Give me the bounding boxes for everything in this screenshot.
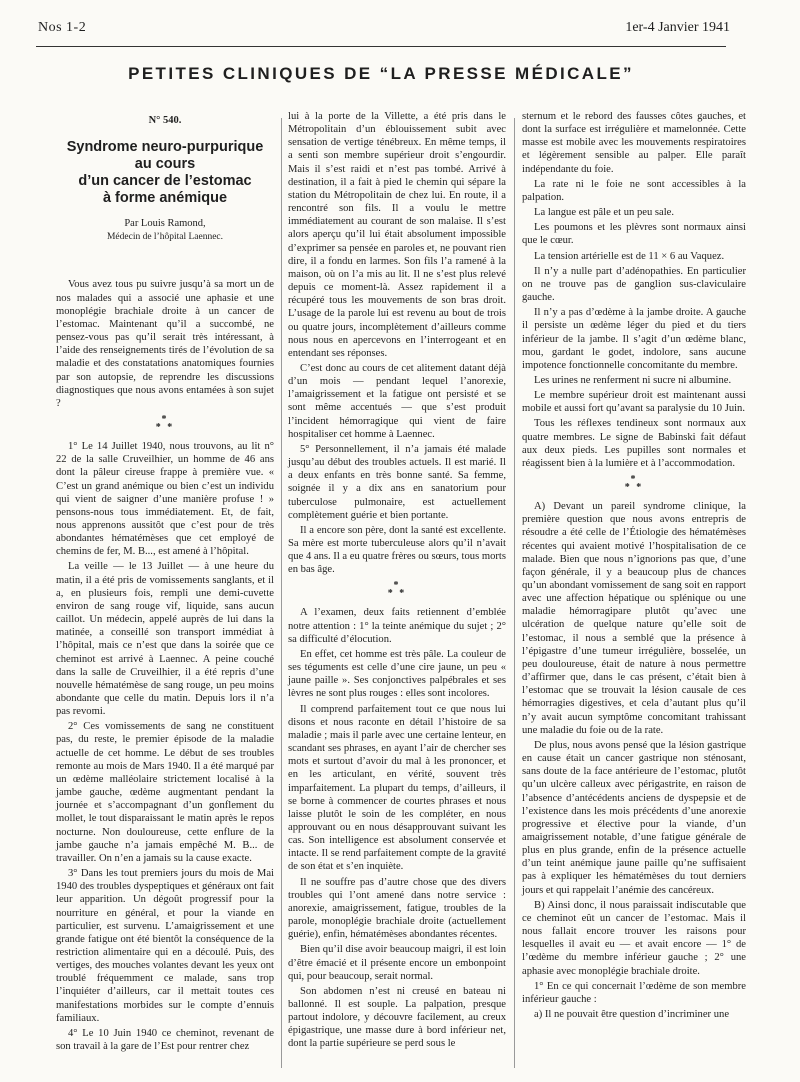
paragraph: Les poumons et les plèvres sont normaux ainsi que le cœur. bbox=[522, 222, 746, 247]
title-line: à forme anémique bbox=[102, 190, 228, 207]
section-separator: * * * bbox=[155, 414, 175, 434]
section-separator: * * * bbox=[387, 580, 407, 600]
column-1 bbox=[56, 110, 274, 1053]
affiliation: Médecin de l’hôpital Laennec. bbox=[106, 232, 224, 243]
issue-date: 1er-4 Janvier 1941 bbox=[625, 20, 730, 35]
paragraph: 1° En ce qui concernait l’œdème de son membre inférieur gauche : bbox=[522, 980, 746, 1005]
paragraph: De plus, nous avons pensé que la lésion gastrique en cause était un cancer gastrique non sténosant, sans doute de la face antérieure de l’estomac, plutôt qu’un ulcère calleux avec périgastrite, en raison de l’absence d’antécédents anciens de dyspepsie et de l’existence dans les mois précédents d’une anorexie progressive et élective pour la viande, d’un amaigrissement notable, d’une fatigue générale de plus en plus grande, enfin de la présence actuelle d’un teint anémique jaune paille qu’ne suffisaient pas à expliquer les hématémèses du tout derniers jours et qui rappelait l’anémie des cancéreux. bbox=[522, 739, 746, 896]
title-line: au cours bbox=[134, 156, 196, 173]
paragraph: La veille — le 13 Juillet — à une heure du matin, il a été pris de vomissements sanglants, et il a, en plusieurs fois, rempli une demi-cuvette environ de sang rouge vif, liquide, sans aucun caillot. Un médecin, appelé auprès de lui dans la matinée, a conseillé son transport immédiat à l’hôpital, mais ce n’est que dans la soirée que ce cheminot est arrivé à Laennec. A peine couché dans la salle de Cruveilhier, il a été repris d’une nouvelle hématémèse de sang rouge, un peu moins abondante que celle du matin. Depuis lors il n’a pas revomi. bbox=[56, 561, 274, 718]
paragraph: a) Il ne pouvait être question d’incriminer une bbox=[534, 1009, 730, 1020]
header-rule bbox=[36, 46, 726, 47]
paragraph: 1° Le 14 Juillet 1940, nous trouvons, au lit n° 22 de la salle Cruveilhier, un homme de 46 ans dont la pâleur cireuse frappe à première vue. « C’est un grand anémique ou bien c’est un individu qui vient de saigner d’une manière profuse ! » pensons-nous tous immédiatement. Et, de fait, nous apprenons aussitôt que c’est pour de très abondantes hématémèses que cet employé de chemins de fer, M. B..., est amené à l’hôpital. bbox=[56, 441, 274, 558]
paragraph: En effet, cet homme est très pâle. La couleur de ses téguments est celle d’une cire jaune, un peu « jaune paille ». Ses conjonctives palpébrales et ses lèvres ne sont plus rouges : elles sont incolores. bbox=[288, 648, 506, 700]
paragraph: Tous les réflexes tendineux sont normaux aux quatre membres. Le signe de Babinski fait défaut aux deux pieds. Les pupilles sont normales et réagissent bien à la lumière et à l’accommodation. bbox=[522, 418, 746, 469]
title-line: Syndrome neuro-purpurique bbox=[66, 139, 264, 156]
paragraph: Les urines ne renferment ni sucre ni albumine. bbox=[534, 374, 732, 386]
paragraph: Bien qu’il dise avoir beaucoup maigri, il est loin d’être émacié et il présente encore un embonpoint qui, pour beaucoup, serait normal. bbox=[288, 944, 506, 982]
paragraph: Son abdomen n’est ni creusé en bateau ni ballonné. Il est souple. La palpation, presque partout indolore, y découvre facilement, au creux épigastrique, une masse dure à bord inférieur net, dont la partie supérieure se perd sous le bbox=[288, 985, 506, 1050]
title-line: d’un cancer de l’estomac bbox=[78, 173, 252, 190]
paragraph: lui à la porte de la Villette, a été pris dans le Métropolitain d’un éblouissement subit avec sensation de vertige ténébreux. En même temps, il a senti son membre supérieur droit s’engourdir. Mais il s’est raidi et n’est pas tombé. Arrivé à destination, il a fait à pied le chemin qui sépare la station du Métropolitain de chez lui. En route, il a rencontré son fils. Il a voulu le mettre immédiatement au courant de son malaise. Il s’est alors aperçu qu’il lui était absolument impossible d’exprimer sa pensée en paroles et, ne pouvant rien dire, il a fondu en larmes. Son fils l’a ramené à la maison, où on l’a mis au lit. Il ne s’est plus relevé depuis ce moment-là. Assez rapidement il a récupéré tous les mouvements de son bras droit. L’usage de la parole lui est revenu au bout de trois ou quatre jours, incomplètement d’ailleurs comme nous nous en apercevons en l’interrogeant et en entendant ses réponses. bbox=[288, 111, 506, 359]
masthead: PETITES CLINIQUES DE “LA PRESSE MÉDICALE” bbox=[128, 64, 634, 83]
issue-number: Nos 1-2 bbox=[38, 20, 87, 35]
paragraph: La tension artérielle est de 11 × 6 au Vaquez. bbox=[534, 250, 725, 262]
paragraph: 3° Dans les tout premiers jours du mois de Mai 1940 des troubles dyspeptiques et généraux ont fait leur apparition. Un dégoût progressif pour la nourriture en général, et pour la viande en particulier, est survenu. L’amaigrissement et une grande fatigue ont été bientôt la conséquence de la restriction alimentaire qui en a découlé. Puis, des vertiges, des mouches volantes devant les yeux ont troublé fréquemment ce malade, sans trop l’inquiéter d’ailleurs, car il mettait toutes ces manifestations morbides sur le compte d’ennuis familiaux. bbox=[56, 868, 274, 1024]
paragraph: Il a encore son père, dont la santé est excellente. Sa mère est morte tuberculeuse alors qu’il n’avait que 4 ans. Il a eu quatre frères ou sœurs, tous morts en bas âge. bbox=[288, 524, 506, 576]
paragraph: A l’examen, deux faits retiennent d’emblée notre attention : 1° la teinte anémique du sujet ; 2° sa difficulté d’élocution. bbox=[288, 607, 506, 645]
column-divider-2 bbox=[514, 118, 515, 1068]
paragraph: Il ne souffre pas d’autre chose que des divers troubles qui l’ont amené dans notre service : anorexie, amaigrissement, fatigue, troubles de la parole, monoplégie brachiale droite (actuellement guérie), enfin, hématémèses abondantes récentes. bbox=[288, 876, 506, 941]
paragraph: 2° Ces vomissements de sang ne constituent pas, du reste, le premier épisode de la maladie actuelle de cet homme. Le début de ses troubles remonte au mois de Mars 1940. Il a été marqué par un œdème malléolaire strictement localisé à la jambe gauche, œdème augmentant pendant la journée et s’accompagnant d’un gonflement du mollet, le tout disparaissant le matin après le repos nocturne. Non douloureuse, cette enflure de la jambe gauche n’a jamais empêché M. B... de travailler. On n’en a jamais su la cause exacte. bbox=[56, 721, 274, 864]
byline: Par Louis Ramond, bbox=[124, 218, 206, 230]
paragraph: Il n’y a pas d’œdème à la jambe droite. A gauche il persiste un œdème léger du pied et du tiers inférieur de la jambe. Il s’agit d’un œdème blanc, mou, gardant le godet, indolore, sans aucune impotence fonctionnelle concomitante du membre. bbox=[522, 307, 746, 371]
article-title bbox=[56, 139, 274, 207]
column-3 bbox=[522, 110, 746, 1021]
paragraph: Il comprend parfaitement tout ce que nous lui disons et nous raconte en détail l’histoire de sa maladie ; mais il parle avec une certaine lenteur, en scandant ses phrases, en ayant l’air de chercher ses mots et surtout d’avoir du mal à les prononcer, et en les articulant, en vérité, souvent très imparfaitement. La plupart du temps, d’ailleurs, il se borne à commencer de courtes phrases et nous laisse plutôt le soin de les compléter, en nous approuvant ou en nous désapprouvant suivant les cas. Son intelligence est absolument conservée et intacte. Il se rend parfaitement compte de la gravité de son état et s’en inquiète. bbox=[288, 703, 506, 873]
paragraph: B) Ainsi donc, il nous paraissait indiscutable que ce cheminot eût un cancer de l’estomac. Mais il nous fallait encore trouver les raisons pour lesquelles il avait eu — et avait encore — 1° de l’œdème du membre inférieur gauche ; 2° une aphasie avec monoplégie brachiale droite. bbox=[522, 899, 746, 977]
paragraph: La langue est pâle et un peu sale. bbox=[534, 207, 675, 219]
article-number: N° 540. bbox=[148, 115, 182, 126]
paragraph: sternum et le rebord des fausses côtes gauches, et dont la surface est irrégulière et mamelonnée. Cette masse est mobile avec les mouvements respiratoires et légèrement sensible au palper. Elle paraît indépendante du foie. bbox=[522, 111, 746, 175]
column-2 bbox=[288, 110, 506, 1051]
column-divider-1 bbox=[281, 118, 282, 1068]
paragraph: 4° Le 10 Juin 1940 ce cheminot, revenant de son travail à la gare de l’Est pour rentrer chez bbox=[56, 1027, 274, 1053]
paragraph: 5° Personnellement, il n’a jamais été malade jusqu’au début des troubles actuels. Il est marié. Il a deux enfants en très bonne santé. Sa femme, soignée il y a dix ans en sanatorium pour tuberculose pulmonaire, est actuellement complètement guérie et bien portante. bbox=[288, 443, 506, 521]
paragraph: C’est donc au cours de cet alitement datant déjà d’un mois — pendant lequel l’anorexie, l’amaigrissement et la fatigue ont persisté et se sont même accentués — que s’est produit l’incident hémorragique qui vient de faire hospitaliser cet homme à Laennec. bbox=[288, 362, 506, 440]
paragraph: Vous avez tous pu suivre jusqu’à sa mort un de nos malades qui a associé une aphasie et une monoplégie brachiale droite à un cancer de l’estomac. Maintenant qu’il a succombé, ne pensez-vous pas qu’il serait très intéressant, à l’aide des renseignements tirés de l’évolution de sa maladie et des constatations anatomiques fournies par son autopsie, de reprendre les discussions diagnostiques que nous avons entamées à son sujet ? bbox=[56, 279, 274, 409]
paragraph: A) Devant un pareil syndrome clinique, la première question que nous avons entrepris de résoudre a été celle de l’Étiologie des hématémèses récentes qui avaient motivé l’hospitalisation de ce malade. Bien que nous n’ignorions pas que, d’une façon générale, il y a beaucoup plus de chances qu’un abondant vomissement de sang soit en rapport avec une affection hépatique ou splénique ou une maladie hémorragipare plutôt qu’avec une ulcération de quelque nature qu’elle soit de l’estomac, il nous a semblé que la présence à l’épigastre d’une tumeur irrégulière, bosselée, un peu douloureuse, était de nature à nous permettre d’affirmer que, dans le cas présent, c’était bien à l’estomac que se trouvait la lésion causale de ces hémorragies digestives, et cela d’autant plus qu’il n’y avait aucun symptôme concomitant trahissant une maladie du foie ou de la rate. bbox=[522, 501, 746, 736]
paragraph: Il n’y a nulle part d’adénopathies. En particulier on ne trouve pas de ganglion sus-claviculaire gauche. bbox=[522, 265, 746, 304]
paragraph: Le membre supérieur droit est maintenant aussi mobile et aussi fort qu’avant sa paralysie du 10 Juin. bbox=[522, 390, 746, 415]
section-separator: * * * bbox=[624, 474, 644, 494]
paragraph: La rate ni le foie ne sont accessibles à la palpation. bbox=[522, 178, 746, 203]
